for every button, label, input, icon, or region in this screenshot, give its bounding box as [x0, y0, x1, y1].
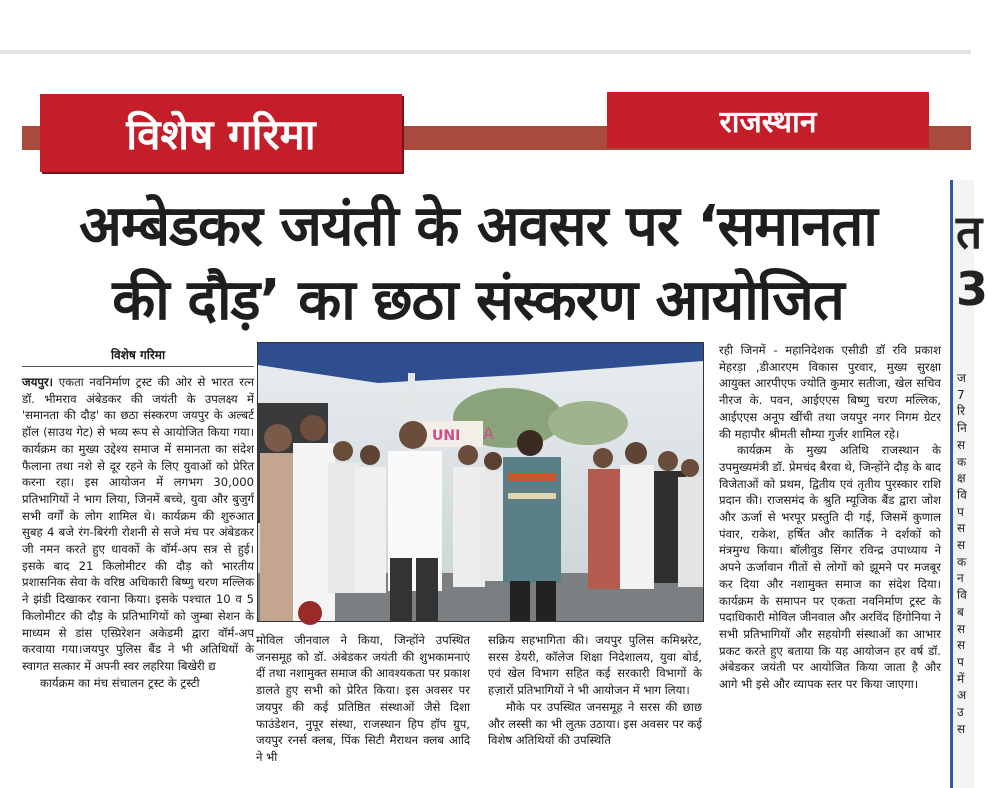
- section-tag-vishesh-garima: विशेष गरिमा: [40, 94, 402, 172]
- adjacent-text-fragments: [957, 370, 971, 737]
- adjacent-article-edge: [950, 180, 988, 788]
- adjacent-text-fragment: क्ष: [957, 471, 966, 486]
- section-tag-rajasthan: राजस्थान: [607, 92, 929, 148]
- adjacent-text-fragment: स: [957, 721, 966, 736]
- article-column-4: [719, 342, 941, 693]
- headline-line-2: की दौड़’ का छठा संस्करण आयोजित: [112, 268, 844, 333]
- banner-text: UNI: [432, 428, 461, 444]
- article-paragraph: सक्रिय सहभागिता की। जयपुर पुलिस कमिश्नरेट, सरस डेयरी, कॉलेज शिक्षा निदेशालय, युवा बोर्ड, एवं खेल विभाग सहित कई सरकारी विभागों के हज़ारों प्रतिभागियों ने भी आयोजन में भाग लिया।: [488, 633, 702, 698]
- adjacent-heading-fragment: 3: [956, 262, 988, 316]
- article-paragraph: रही जिनमें - महानिदेशक एसीडी डॉ रवि प्रकाश मेहरड़ा ,डीआरएम विकास पुरवार, मुख्य सुरक्षा आयुक्त आरपीएफ ज्योति कुमार सतीजा, खेल सचिव नीरज के. पवन, आईएएस बिष्णु चरण मल्लिक, आईएएस अनूप खींची तथा जयपुर नगर निगम ग्रेटर की महापौर श्रीमती सौम्या गुर्जर शामिल रहे।: [719, 343, 941, 441]
- page-top-line: [0, 50, 971, 54]
- adjacent-text-fragment: नि: [957, 421, 967, 436]
- tent-text: A: [483, 424, 494, 443]
- headline-line-1: अम्बेडकर जयंती के अवसर पर ‘समानता: [79, 194, 877, 259]
- adjacent-text-fragment: ब: [957, 604, 964, 619]
- adjacent-text-fragment: क: [957, 554, 967, 569]
- adjacent-text-fragment: क: [957, 454, 967, 469]
- article-paragraph: मौके पर उपस्थित जनसमूह ने सरस की छाछ और लस्सी का भी लुत्फ़ उठाया। इस अवसर पर कई विशेष अतिथियों की उपस्थिति: [488, 699, 702, 748]
- dateline: जयपुर।: [22, 375, 54, 389]
- headline: [18, 190, 938, 338]
- adjacent-text-fragment: स: [957, 621, 966, 636]
- byline-divider: [22, 366, 254, 367]
- article-paragraph: कार्यक्रम के मुख्य अतिथि राजस्थान के उपमुख्यमंत्री डॉ. प्रेमचंद बैरवा थे, जिन्होंने दौड़ के बाद विजेताओं को प्रथम, द्वितीय एवं तृतीय पुरस्कार राशि प्रदान की। राजसमंद के श्रुति म्यूजिक बैंड द्वारा जोश और ऊर्जा से भरपूर प्रस्तुति दी गई, जिसमें कुणाल पंवार, राकेश, हर्षित और कार्तिक ने दर्शकों को मंत्रमुग्ध किया। बॉलीवुड सिंगर रविन्द्र उपाध्याय ने अपने ऊर्जावान गीतों से लोगों को झूमने पर मजबूर कर दिया और नशामुक्त समाज का संदेश दिया। कार्यक्रम के समापन पर एकता नवनिर्माण ट्रस्ट के पदाधिकारी मोविल जीनवाल और अरविंद हिंगोनिया ने सभी प्रतिभागियों और सहयोगी संस्थाओं का आभार प्रकट करते हुए बताया कि यह आयोजन हर वर्ष डॉ. अंबेडकर जयंती पर आयोजित किया जाता है और आगे भी इसे और व्यापक स्तर पर किया जाएगा।: [719, 443, 941, 692]
- adjacent-text-fragment: प: [957, 654, 964, 669]
- article-paragraph: कार्यक्रम का मंच संचालन ट्रस्ट के ट्रस्टी: [40, 675, 200, 690]
- adjacent-text-fragment: स: [957, 437, 966, 452]
- adjacent-text-fragment: वि: [957, 487, 967, 502]
- article-column-2: [256, 632, 470, 766]
- adjacent-text-fragment: में: [957, 671, 965, 686]
- page-top-margin: [0, 0, 971, 50]
- adjacent-text-fragment: ज: [957, 371, 966, 385]
- adjacent-text-fragment: उ: [957, 705, 964, 720]
- event-photo-illustration: [258, 343, 703, 621]
- adjacent-heading-fragment: त: [956, 205, 983, 259]
- adjacent-text-fragment: स: [957, 538, 966, 553]
- adjacent-text-fragment: प: [957, 504, 964, 519]
- article-paragraph: एकता नवनिर्माण ट्रस्ट की ओर से भारत रत्न डॉ. भीमराव अंबेडकर की जयंती के उपलक्ष्य में 'समानता की दौड़' का छठा संस्करण जयपुर के अल्बर्ट हॉल (साउथ गेट) से भव्य रूप से आयोजित किया गया। कार्यक्रम का मुख्य उद्देश्य समाज में समानता का संदेश फैलाना तथा नशे से दूर रहने के लिए युवाओं को प्रेरित करना रहा। इस आयोजन में लगभग 30,000 प्रतिभागियों ने भाग लिया, जिनमें बच्चे, युवा और बुजुर्ग सभी वर्गों के लोग शामिल थे। कार्यक्रम की शुरुआत सुबह 4 बजे रंग-बिरंगी रोशनी से सजे मंच पर अंबेडकर जी नमन करते हुए धावकों के वॉर्म-अप सत्र से हुई। इसके बाद 21 किलोमीटर की दौड़ को भारतीय प्रशासनिक सेवा के वरिष्ठ अधिकारी बिष्णु चरण मल्लिक ने झंडी दिखाकर रवाना किया। इसके पश्चात 10 व 5 किलोमीटर की दौड़ के प्रतिभागियों को जुम्बा सेशन के माध्यम से डांस एस्प्रिरेशन अकेडमी द्वारा वॉर्म-अप करवाया गया।जयपुर पुलिस बैंड ने भी अतिथियों के स्वागत सत्कार में अपनी स्वर लहरिया बिखेरी द्य: [22, 375, 254, 673]
- adjacent-text-fragment: 7: [957, 387, 965, 402]
- adjacent-text-fragment: न: [957, 571, 964, 586]
- article-column-3: [488, 632, 702, 749]
- adjacent-text-fragment: रि: [957, 404, 966, 419]
- adjacent-text-fragment: अ: [957, 688, 967, 703]
- byline: विशेष गरिमा: [110, 348, 166, 362]
- adjacent-text-fragment: स: [957, 638, 966, 653]
- event-photo: [257, 342, 704, 622]
- article-paragraph: मोविल जीनवाल ने किया, जिन्होंने उपस्थित जनसमूह को डॉ. अंबेडकर जयंती की शुभकामनाएं दीं तथा नशामुक्त समाज की आवश्यकता पर प्रकाश डालते हुए सभी को प्रेरित किया। इस अवसर पर जयपुर की कई प्रतिष्ठित संस्थाओं जैसे दिशा फाउंडेशन, नुपूर संस्था, राजस्थान हिप हॉप ग्रुप, जयपुर रनर्स क्लब, पिंक सिटी मैराथन क्लब आदि ने भी: [256, 633, 470, 764]
- adjacent-text-fragment: वि: [957, 588, 967, 603]
- article-column-1: [22, 374, 254, 691]
- adjacent-text-fragment: स: [957, 521, 966, 536]
